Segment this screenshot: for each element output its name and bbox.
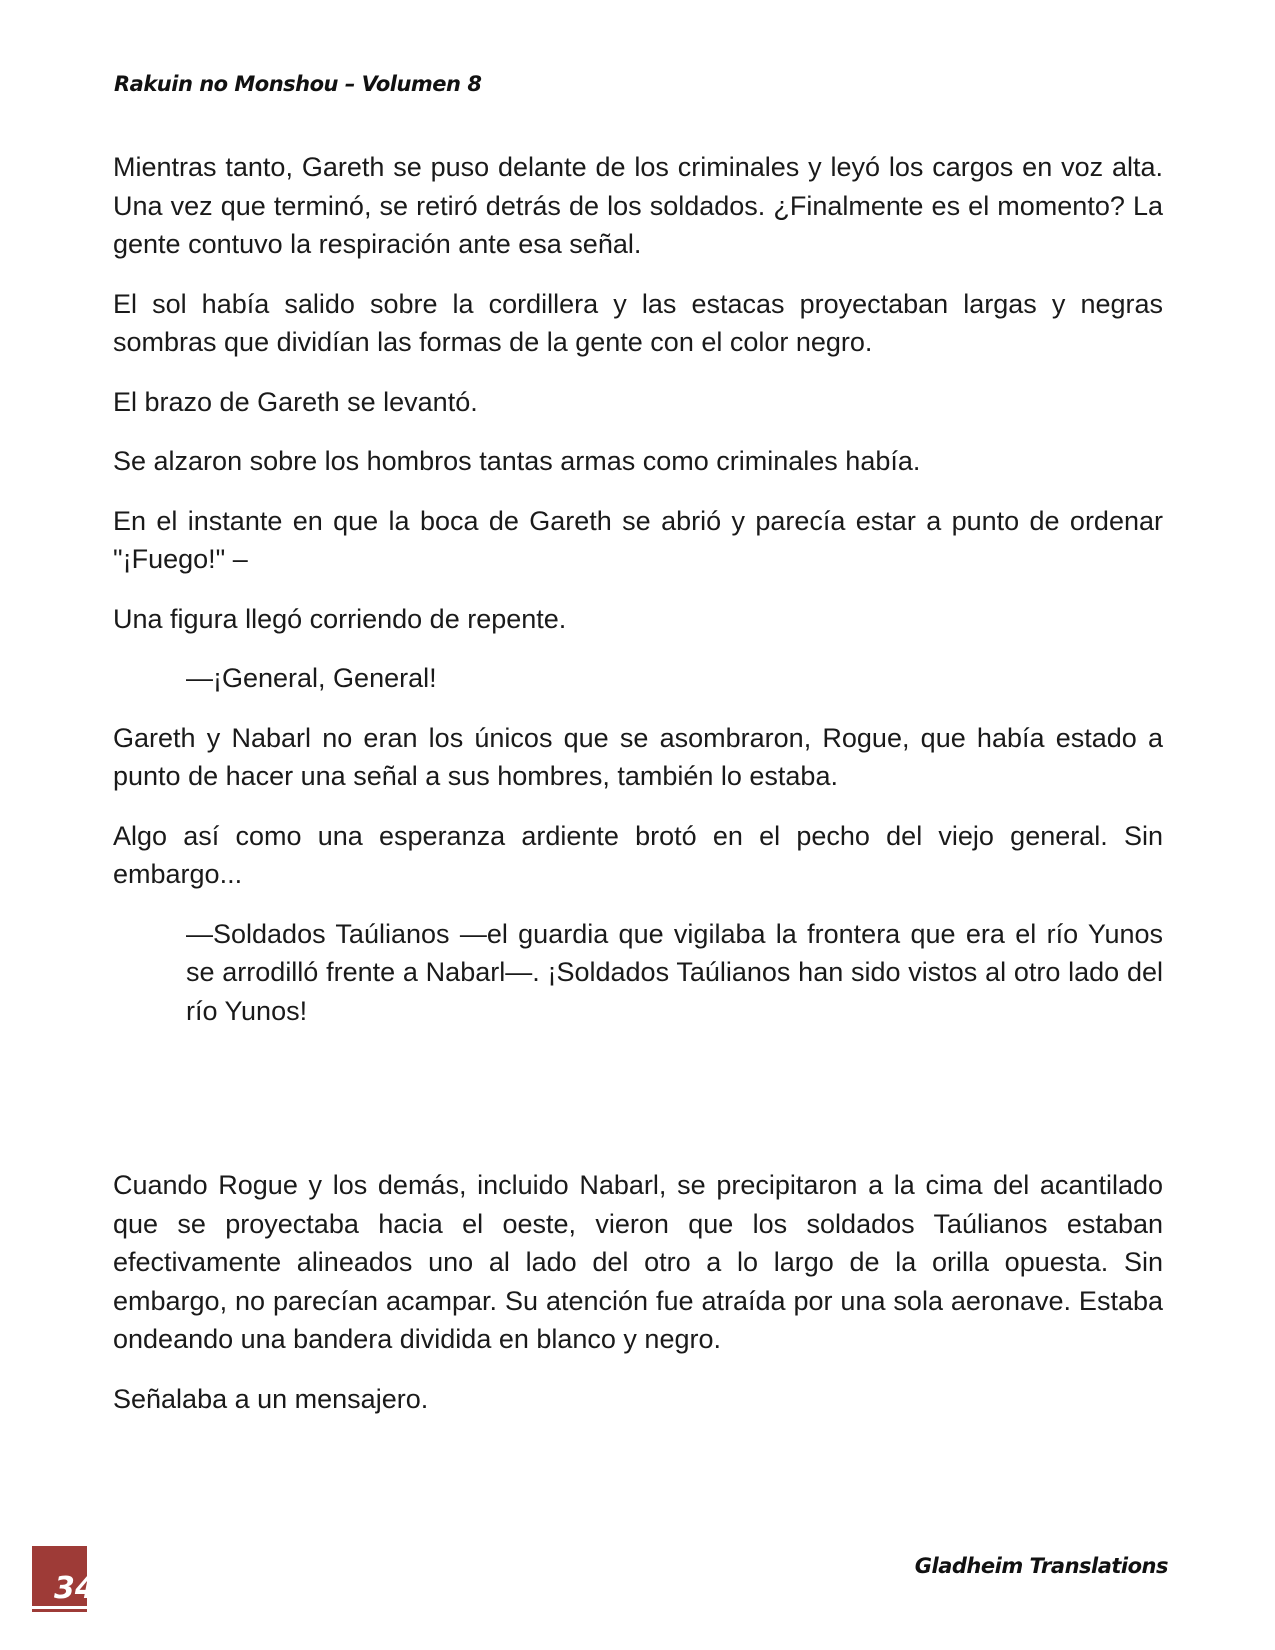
- page-number: 34: [54, 1571, 96, 1606]
- translator-credit: Gladheim Translations: [914, 1554, 1168, 1578]
- paragraph: El sol había salido sobre la cordillera y las estacas proyectaban largas y negras sombras que dividían las formas de la gente con el color negro.: [113, 288, 1163, 357]
- paragraph: Cuando Rogue y los demás, incluido Nabarl, se precipitaron a la cima del acantilado que se proyectaba hacia el oeste, vieron que los soldados Taúlianos estaban efectivamente alineados uno al lado del otro a lo largo de la orilla opuesta. Sin embargo, no parecían acampar. Su atención fue atraída por una sola aeronave. Estaba ondeando una bandera dividida en blanco y negro.: [113, 1170, 1163, 1354]
- paragraph: Mientras tanto, Gareth se puso delante de los criminales y leyó los cargos en voz alta. Una vez que terminó, se retiró detrás de los soldados. ¿Finalmente es el momento? La gente contuvo la respiración ante esa señal.: [113, 152, 1163, 259]
- page-body: [113, 148, 1163, 1439]
- paragraph: El brazo de Gareth se levantó.: [113, 386, 478, 417]
- paragraph: Se alzaron sobre los hombros tantas armas como criminales había.: [113, 446, 921, 476]
- running-header: Rakuin no Monshou – Volumen 8: [114, 72, 482, 96]
- page-number-underline: [32, 1606, 87, 1609]
- paragraph: Algo así como una esperanza ardiente brotó en el pecho del viejo general. Sin embargo...: [113, 820, 1163, 889]
- paragraph: Una figura llegó corriendo de repente.: [113, 603, 567, 634]
- paragraph: Señalaba a un mensajero.: [113, 1383, 429, 1414]
- dialogue-paragraph: —Soldados Taúlianos —el guardia que vigilaba la frontera que era el río Yunos se arrodilló frente a Nabarl—. ¡Soldados Taúlianos han sido vistos al otro lado del río Yunos!: [186, 918, 1163, 1026]
- dialogue-paragraph: —¡General, General!: [186, 663, 437, 693]
- paragraph: En el instante en que la boca de Gareth se abrió y parecía estar a punto de ordenar "¡Fuego!" –: [113, 505, 1163, 574]
- paragraph: Gareth y Nabarl no eran los únicos que se asombraron, Rogue, que había estado a punto de hacer una señal a sus hombres, también lo estaba.: [113, 722, 1163, 791]
